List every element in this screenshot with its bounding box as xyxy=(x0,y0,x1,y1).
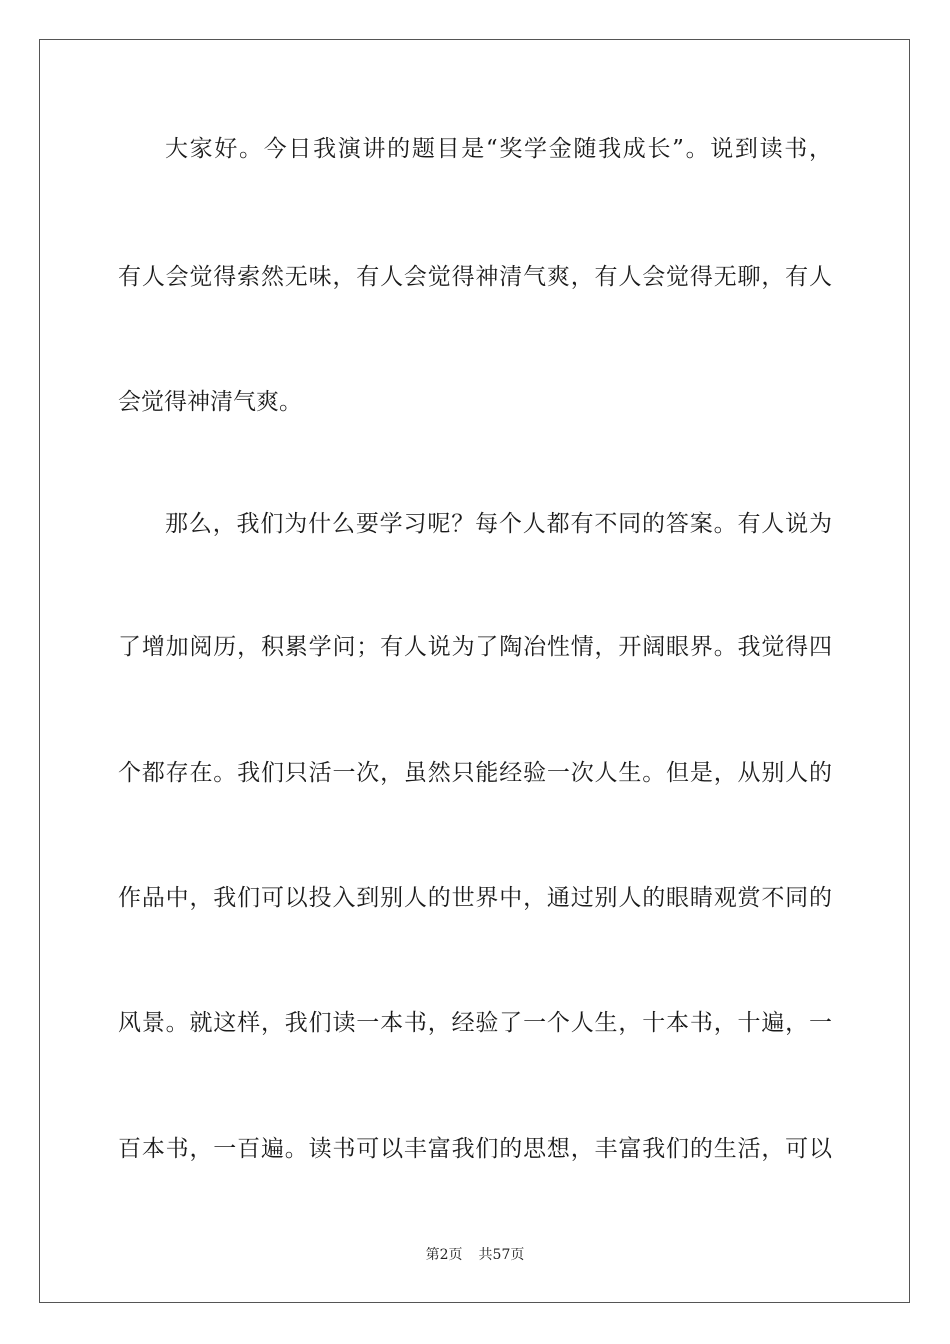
page-border xyxy=(39,39,910,1303)
page-footer xyxy=(0,1246,950,1264)
text-line: 会觉得神清气爽。 xyxy=(118,389,302,415)
text-line: 个都存在。我们只活一次，虽然只能经验一次人生。但是，从别人的 xyxy=(118,760,832,786)
text-line: 那么，我们为什么要学习呢？每个人都有不同的答案。有人说为 xyxy=(165,511,832,537)
total-pages: 共57页 xyxy=(478,1247,525,1263)
text-line: 大家好。今日我演讲的题目是“奖学金随我成长”。说到读书， xyxy=(165,136,832,162)
text-line: 风景。就这样，我们读一本书，经验了一个人生，十本书，十遍，一 xyxy=(118,1010,832,1036)
text-line: 作品中，我们可以投入到别人的世界中，通过别人的眼睛观赏不同的 xyxy=(118,885,832,911)
text-line: 百本书，一百遍。读书可以丰富我们的思想，丰富我们的生活，可以 xyxy=(118,1136,832,1162)
page-number: 第2页 xyxy=(425,1247,463,1263)
text-line: 了增加阅历，积累学问；有人说为了陶冶性情，开阔眼界。我觉得四 xyxy=(118,634,832,660)
text-line: 有人会觉得索然无味，有人会觉得神清气爽，有人会觉得无聊，有人 xyxy=(118,264,832,290)
